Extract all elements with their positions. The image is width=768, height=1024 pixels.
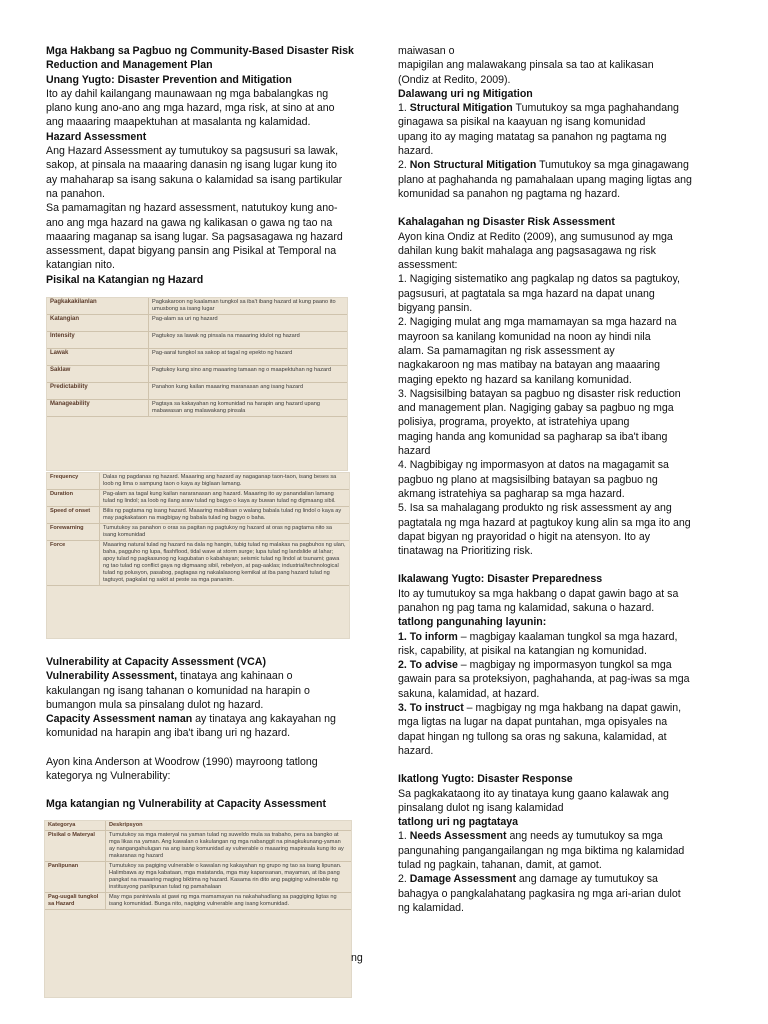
table-value: Pagkakaroon ng kaalaman tungkol sa iba't ibang hazard at kung paano ito umusbong sa isang lugar (149, 298, 348, 315)
text-line: Ang Hazard Assessment ay tumutukoy sa pagsusuri sa lawak, (46, 145, 339, 158)
table-key: Predictability (47, 383, 149, 400)
hazard-definition-paragraph (46, 144, 368, 201)
text-line: bahagya o pangkalahatang pagkasira ng mga ari-arian dulot (398, 887, 681, 900)
text-line: 2. Nagiging mulat ang mga mamamayan sa mga hazard na (398, 316, 677, 329)
text-line: Sa pagkakataong ito ay tinataya kung gaano kalawak ang (398, 787, 669, 800)
structural-mitigation-text: Tumutukoy sa mga paghahandang (512, 102, 679, 115)
risk-assessment-importance-heading: Kahalagahan ng Disaster Risk Assessment (398, 216, 615, 229)
stage-3-heading: Ikatlong Yugto: Disaster Response (398, 773, 573, 786)
instruct-line (398, 701, 728, 715)
table-row (45, 831, 351, 862)
text-line: bumangon mula sa pinsalang dulot ng hazard. (46, 698, 264, 711)
advise-term: 2. To advise (398, 659, 458, 672)
text-line: komunidad sa panahon ng pagtama ng hazard. (398, 187, 621, 200)
text-line: kakulangan ng isang tahanan o komunidad na harapin o (46, 684, 310, 697)
text-line: 3. Nagsisilbing batayan sa pagbuo ng disaster risk reduction (398, 387, 681, 400)
instruct-term: 3. To instruct (398, 702, 464, 715)
table-key: Frequency (47, 473, 100, 490)
structural-mitigation-term: Structural Mitigation (409, 102, 513, 115)
instruct-text: – magbigay ng mga hakbang na dapat gawin, (463, 702, 682, 715)
inform-line (398, 630, 728, 644)
table-value: Pag-alam sa tagal kung kailan nararanasan ang hazard. Maaaring ito ay panandalian lamang tulad ng lindol; sa loob ng ilang araw tulad ng bagyo o kaya ay buwan tulad ng digmaang sibil. (100, 490, 350, 507)
vulnerability-categories-table (44, 820, 352, 998)
table-value: Bilis ng pagtama ng isang hazard. Maaaring mabilisan o walang babala tulad ng lindol o kaya ay may pagkakataon na magbigay ng babala tulad ng bagyo o baha. (100, 507, 350, 524)
table-row (47, 400, 347, 417)
table-row (47, 541, 349, 586)
text-line: sakop, at pinsala na maaaring danasin ng isang lugar kung ito (46, 159, 337, 172)
vca-characteristics-heading: Mga katangian ng Vulnerability at Capacity Assessment (46, 798, 327, 811)
text-line: tulad ng pagkain, tahanan, damit, at gamot. (398, 859, 602, 872)
vulnerability-line (46, 669, 368, 683)
list-number: 2. (398, 159, 410, 172)
table-header: Deskripsyon (106, 821, 352, 831)
overflow-fragment: ng (351, 952, 363, 964)
hazard-assessment-heading: Hazard Assessment (46, 130, 147, 143)
text-line: nagkakaroon ng mas matibay na batayan ang maaaring (398, 359, 661, 372)
list-number: 2. (398, 873, 410, 886)
table-value: Pag-aaral tungkol sa sakop at tagal ng epekto ng hazard (149, 349, 348, 366)
table-row (47, 349, 347, 366)
table-header-row (45, 821, 351, 831)
stage-1-heading: Unang Yugto: Disaster Prevention and Mitigation (46, 73, 292, 86)
inform-text: – magbigay kaalaman tungkol sa mga hazard, (457, 630, 678, 643)
mitigation-types-heading: Dalawang uri ng Mitigation (398, 87, 533, 100)
table-key: Pisikal o Materyal (45, 831, 106, 862)
text-line: sakuna, kalamidad, at hazard. (398, 687, 540, 700)
table-value: Pagtukoy sa lawak ng pinsala na maaaring idulot ng hazard (149, 332, 348, 349)
table-value: Pagtukoy kung sino ang maaaring tamaan ng o maapektuhan ng hazard (149, 366, 348, 383)
stage-1-paragraph (46, 87, 368, 130)
damage-assessment-line (398, 872, 728, 886)
table-key: Saklaw (47, 366, 149, 383)
text-line: pinsalang dulot ng isang kalamidad (398, 801, 564, 814)
text-line: upang ito ay maging matatag sa panahon ng pagtama ng (398, 130, 667, 143)
text-line: maaaring maganap sa isang lugar. Sa pagsasagawa ng hazard (46, 230, 343, 243)
table-value: Tumutukoy sa panahon o oras sa pagitan ng pagtukoy ng hazard at oras ng pagtama nito sa isang komunidad (100, 524, 350, 541)
table-key: Panlipunan (45, 862, 106, 893)
temporal-characteristics-table (46, 472, 350, 639)
text-line: pagbuo ng plano at magsisilbing batayan sa pagbuo ng (398, 473, 658, 486)
text-line: alam. Sa pamamagitan ng risk assessment ay (398, 344, 615, 357)
text-line: dapat bigyan ng prayoridad o higit na atensyon. Ito ay (398, 530, 651, 543)
text-line: mayroon sa kanilang komunidad na noon ay hindi nila (398, 330, 651, 343)
damage-assessment-term: Damage Assessment (409, 873, 516, 886)
text-line: Ito ay dahil kailangang maunawaan ng mga babalangkas ng (46, 87, 329, 100)
text-line: dapat hingan ng tullong sa oras ng sakuna, kalamidad, at (398, 730, 667, 743)
physical-characteristics-table (46, 297, 348, 471)
non-structural-mitigation-line (398, 158, 728, 172)
list-number: 1. (398, 102, 410, 115)
non-structural-mitigation-text: Tumutukoy sa mga ginagawang (536, 159, 689, 172)
text-line: gawain para sa proteksiyon, paghahanda, at pag-iwas sa mga (398, 673, 690, 686)
needs-assessment-text: ang needs ay tumutukoy sa mga (506, 830, 663, 843)
assessment-types-heading: tatlong uri ng pagtataya (398, 816, 519, 829)
table-value: Dalas ng pagdanas ng hazard. Maaaring ang hazard ay nagaganap taon-taon, isang beses sa loob ng lima o sampung taon o kaya ay biglaan lamang. (100, 473, 350, 490)
objectives-heading: tatlong pangunahing layunin: (398, 616, 547, 629)
table-value: Pagtaya sa kakayahan ng komunidad na harapin ang hazard upang mabawasan ang malawakang pinsala (149, 400, 348, 417)
text-line: kategorya ng Vulnerability: (46, 770, 171, 783)
text-line: ay mahaharap sa isang sakuna o kalamidad sa isang partikular (46, 173, 343, 186)
text-line: ginagawa sa pisikal na kaayuan ng isang komunidad (398, 116, 646, 129)
table-row (47, 332, 347, 349)
text-line: maging epekto ng hazard sa kanilang komunidad. (398, 373, 632, 386)
table-key: Speed of onset (47, 507, 100, 524)
hazard-purpose-paragraph (46, 201, 368, 272)
stage-2-heading: Ikalawang Yugto: Disaster Preparedness (398, 573, 603, 586)
table-row (47, 524, 349, 541)
doc-title-line-2: Reduction and Management Plan (46, 59, 213, 72)
damage-assessment-text: ang damage ay tumutukoy sa (515, 873, 658, 886)
capacity-term: Capacity Assessment naman (46, 713, 193, 726)
table-row (47, 298, 347, 315)
needs-assessment-term: Needs Assessment (409, 830, 507, 843)
advise-line (398, 658, 728, 672)
text-line: mga ligtas na lugar na dapat puntahan, mga opisyales na (398, 716, 668, 729)
table-row (47, 490, 349, 507)
table-key: Force (47, 541, 100, 586)
right-column (398, 44, 728, 915)
text-line: dahilan kung bakit mahalaga ang pagsasagawa ng risk (398, 244, 656, 257)
text-line: 5. Isa sa mahalagang produkto ng risk assessment ay ang (398, 502, 672, 515)
table-key: Katangian (47, 315, 149, 332)
text-line: maiwasan o (398, 45, 455, 57)
risk-assessment-list (398, 230, 728, 559)
text-line: panahon ng pag tama ng kalamidad, sakuna o hazard. (398, 601, 655, 614)
text-line: ng kalamidad. (398, 901, 464, 914)
table-value: Pag-alam sa uri ng hazard (149, 315, 348, 332)
text-line: assessment, dapat bigyang pansin ang Pisikal at Temporal na (46, 245, 337, 258)
inform-term: 1. To inform (398, 630, 458, 643)
advise-text: – magbigay ng impormasyon tungkol sa mga (457, 659, 672, 672)
text-line: komunidad na harapin ang iba't ibang uri ng hazard. (46, 727, 291, 740)
text-line: maging handa ang komunidad sa pagharap sa iba't ibang (398, 430, 668, 443)
table-value: Tumutukoy sa mga materyal na yaman tulad ng suweldo mula sa trabaho, pera sa bangko at mga likas na yaman. Ang kawalan o kakulangan ng mga nabanggit na pinagkukunang-yaman ay nangangahulugan na ang isang komunidad ay vulnerable o maaaring mapinsala kung ito ay makaranas ng hazard (106, 831, 352, 862)
text-line: risk, capability, at pisikal na katangian ng komunidad. (398, 644, 647, 657)
text-line: akmang istratehiya sa pagharap sa mga hazard. (398, 487, 625, 500)
table-key: Lawak (47, 349, 149, 366)
text-line: ang maaaring maapektuhan at masalanta ng kalamidad. (46, 116, 311, 129)
capacity-text: ay tinataya ang kakayahan ng (192, 713, 336, 726)
text-line: Ito ay tumutukoy sa mga hakbang o dapat gawin bago at sa (398, 587, 679, 600)
text-line: Ayon kina Anderson at Woodrow (1990) mayroong tatlong (46, 755, 318, 768)
table-key: Forewarning (47, 524, 100, 541)
left-column-lower (46, 655, 368, 812)
table-key: Duration (47, 490, 100, 507)
table-key: Pagkakakilanlan (47, 298, 149, 315)
structural-mitigation-line (398, 101, 728, 115)
text-line: ano ang mga hazard na gawa ng kalikasan o gawa ng tao na (46, 216, 333, 229)
table-value: May mga paniniwala at gawi ng mga mamamayan na nakahahadlang sa paggiging ligtas ng isang komunidad. Bunga nito, nagiging vulnerable ang isang komunidad. (106, 893, 352, 910)
vulnerability-text: tinataya ang kahinaan o (177, 670, 293, 683)
table-key: Manageability (47, 400, 149, 417)
table-row (47, 507, 349, 524)
table-value: Panahon kung kailan maaaring maranasan ang isang hazard (149, 383, 348, 400)
text-line: pagtatala ng mga hazard at pagtukoy kung alin sa mga ito ang (398, 516, 691, 529)
text-line: hazard. (398, 744, 434, 757)
text-line: and management plan. Nagiging gabay sa pagbuo ng mga (398, 402, 674, 415)
table-row (45, 862, 351, 893)
table-row (45, 893, 351, 910)
text-line: assessment: (398, 259, 458, 272)
table-row (47, 473, 349, 490)
text-line: plano at paghahanda ng pamahalaan upang maging ligtas ang (398, 173, 692, 186)
table-row (47, 383, 347, 400)
left-column (46, 44, 368, 287)
capacity-line (46, 712, 368, 726)
list-number: 1. (398, 830, 410, 843)
table-header: Kategorya (45, 821, 106, 831)
table-row (47, 315, 347, 332)
text-line: hazard. (398, 145, 434, 158)
needs-assessment-line (398, 829, 728, 843)
table-row (47, 366, 347, 383)
vulnerability-term: Vulnerability Assessment, (46, 670, 178, 683)
text-line: Sa pamamagitan ng hazard assessment, natutukoy kung ano- (46, 202, 338, 215)
text-line: tinatawag na Prioritizing risk. (398, 545, 533, 558)
text-line: bigyang pansin. (398, 302, 473, 315)
text-line: pangunahing pangangailangan ng mga biktima ng kalamidad (398, 844, 685, 857)
text-line: Ayon kina Ondiz at Redito (2009), ang sumusunod ay mga (398, 230, 673, 243)
table-key: Intensity (47, 332, 149, 349)
text-line: plano kung ano-ano ang mga hazard, mga risk, at sino at ano (46, 102, 335, 115)
text-line: 4. Nagbibigay ng impormasyon at datos na magagamit sa (398, 459, 669, 472)
pisikal-heading: Pisikal na Katangian ng Hazard (46, 273, 204, 286)
text-line: (Ondiz at Redito, 2009). (398, 73, 511, 86)
text-line: hazard (398, 445, 431, 458)
text-line: pagsusuri, at pagtatala sa mga hazard na dapat unang (398, 287, 655, 300)
vca-heading: Vulnerability at Capacity Assessment (VCA) (46, 656, 266, 668)
text-line: na panahon. (46, 187, 105, 200)
text-line: katangian nito. (46, 259, 115, 272)
table-value: Tumutukoy sa pagiging vulnerable o kawalan ng kakayahan ng grupo ng tao sa isang lipunan. Halimbawa ay mga kabataan, mga matatanda, mga may kapansanan, mayaman, at iba pang pangkat na maaaring maging biktima ng hazard. Kasama rin dito ang pagiging vulnerable ng institusyong panlipunan tulad ng pamahalaan (106, 862, 352, 893)
table-value: Maaaring natural tulad ng hazard na dala ng hangin, tubig tulad ng malakas na pagbuhos ng ulan, baha, pagguho ng lupa, flashflood, tidal wave at storm surge; lupa tulad ng landslide at lahar; apoy tulad ng pagkasunog ng kagubatan o kabahayan; seismic tulad ng lindol at tsunami; gawa ng tao tulad ng conflict gaya ng digmaang sibil, rebelyon, at pag-aaklas; industrial/technological tulad ng polusyon, pasabog, pagtagas ng nakalalasong kemikal at iba pang hazard tulad ng tagtuyot, pagkalat ng sakit at peste sa mga pananim. (100, 541, 350, 586)
text-line: 1. Nagiging sistematiko ang pagkalap ng datos sa pagtukoy, (398, 273, 680, 286)
doc-title-line-1: Mga Hakbang sa Pagbuo ng Community-Based Disaster Risk (46, 45, 354, 57)
non-structural-mitigation-term: Non Structural Mitigation (409, 159, 537, 172)
text-line: polisiya, programa, proyekto, at istratehiya upang (398, 416, 630, 429)
table-key: Pag-uugali tungkol sa Hazard (45, 893, 106, 910)
text-line: mapigilan ang malawakang pinsala sa tao at kalikasan (398, 59, 654, 72)
